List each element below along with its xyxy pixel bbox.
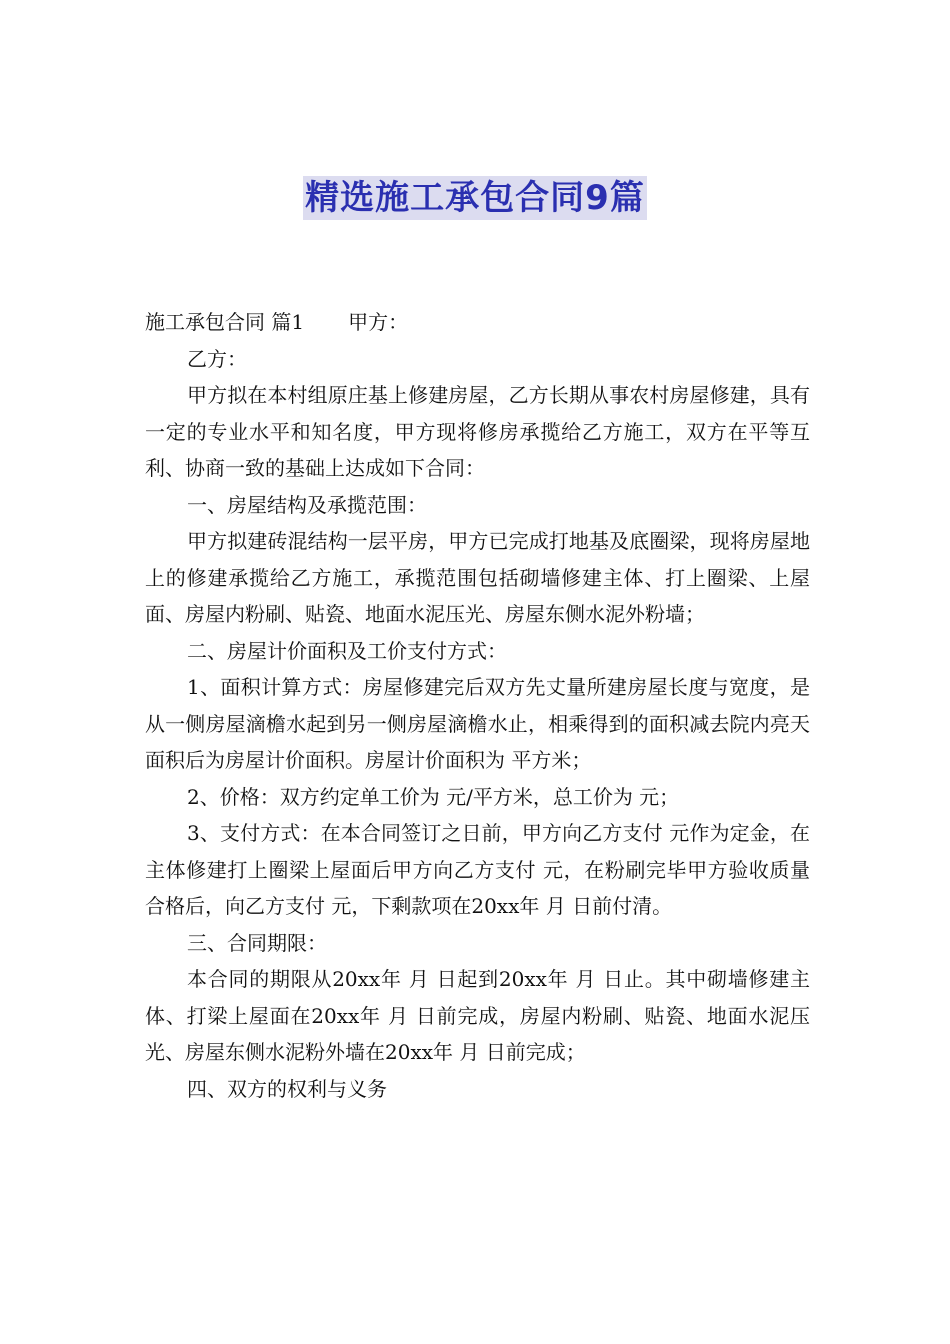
party-a-label: 甲方：: [348, 310, 409, 334]
paragraph-intro: 甲方拟在本村组原庄基上修建房屋，乙方长期从事农村房屋修建，具有一定的专业水平和知名度，甲方现将修房承揽给乙方施工，双方在平等互利、协商一致的基础上达成如下合同：: [145, 383, 810, 480]
section-heading-1: 一、房屋结构及承揽范围：: [187, 492, 427, 517]
document-title: 精选施工承包合同9篇: [305, 178, 645, 218]
document-body: [145, 304, 810, 1107]
paragraph-price: 2、价格：双方约定单工价为 元/平方米，总工价为 元；: [187, 784, 680, 809]
paragraph-term: 本合同的期限从20xx年 月 日起到20xx年 月 日止。其中砌墙修建主体、打梁上屋面在20xx年 月 日前完成，房屋内粉刷、贴瓷、地面水泥压光、房屋东侧水泥粉外墙在20xx年 月 日前完成；: [145, 967, 810, 1064]
section-heading-4: 四、双方的权利与义务: [187, 1076, 387, 1101]
section-heading-2: 二、房屋计价面积及工价支付方式：: [187, 638, 507, 663]
title-container: [0, 176, 950, 220]
party-b-label: 乙方：: [187, 346, 247, 371]
paragraph-area-calculation: 1、面积计算方式：房屋修建完后双方先丈量所建房屋长度与宽度，是从一侧房屋滴檐水起到另一侧房屋滴檐水止，相乘得到的面积减去院内亮天面积后为房屋计价面积。房屋计价面积为 平方米；: [145, 675, 810, 772]
paragraph-payment: 3、支付方式：在本合同签订之日前，甲方向乙方支付 元作为定金，在主体修建打上圈梁上屋面后甲方向乙方支付 元，在粉刷完毕甲方验收质量合格后，向乙方支付 元，下剩款项在20xx年 月 日前付清。: [145, 821, 810, 918]
section-heading-3: 三、合同期限：: [187, 930, 327, 955]
paragraph-scope: 甲方拟建砖混结构一层平房，甲方已完成打地基及底圈梁，现将房屋地上的修建承揽给乙方施工，承揽范围包括砌墙修建主体、打上圈梁、上屋面、房屋内粉刷、贴瓷、地面水泥压光、房屋东侧水泥外粉墙；: [145, 529, 810, 626]
contract-heading-line: [145, 304, 810, 341]
contract-heading: 施工承包合同 篇1: [145, 310, 305, 334]
